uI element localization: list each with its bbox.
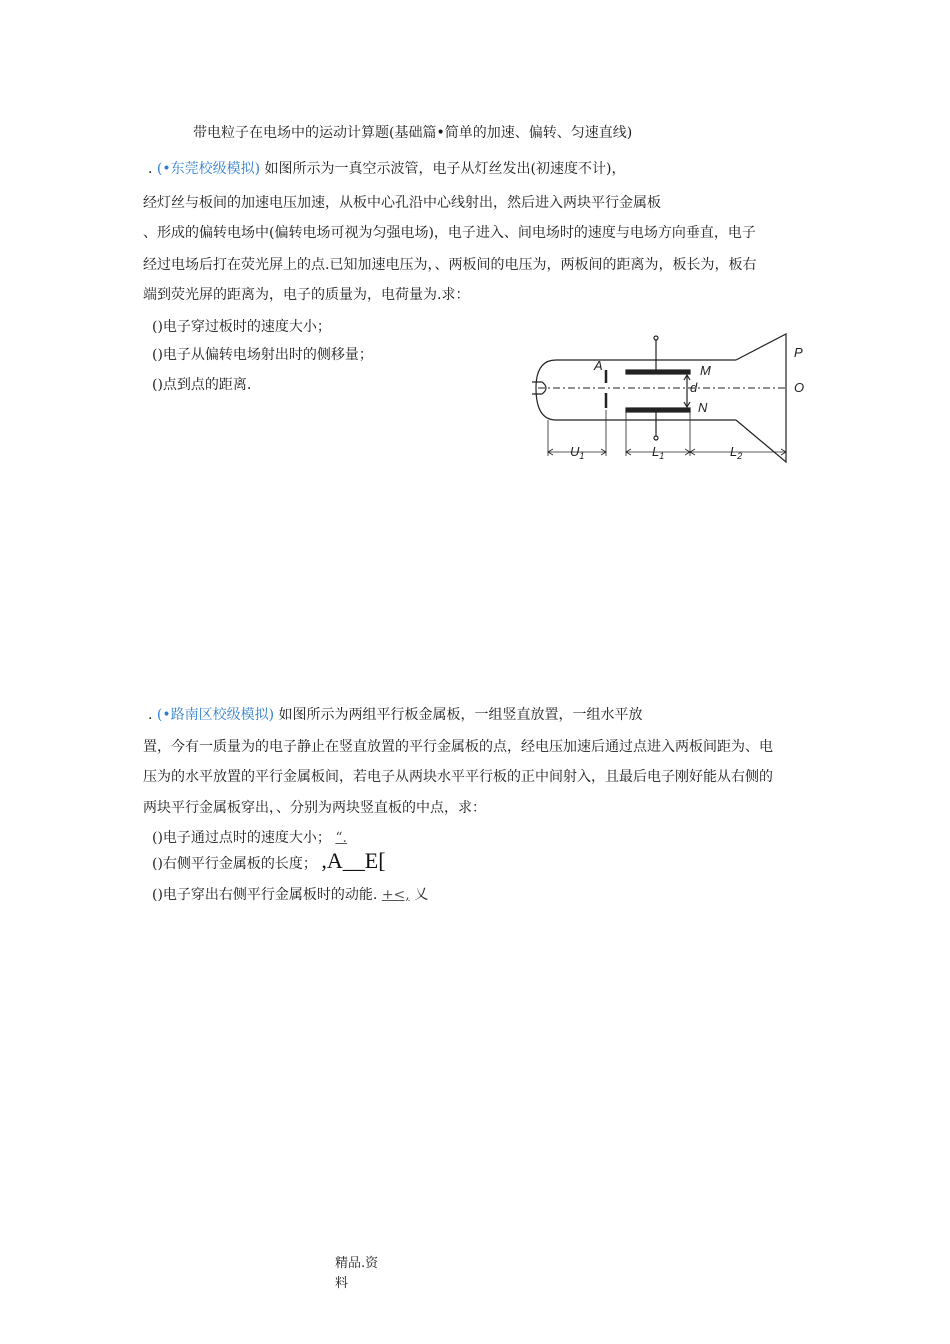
- q2-sub2: [152, 848, 386, 873]
- q1-line4: 经过电场后打在荧光屏上的点.已知加速电压为，、两板间的电压为，两板间的距离为，板长为，板右: [143, 257, 757, 273]
- q1-sub1: ()电子穿过板时的速度大小；: [152, 319, 331, 335]
- q2-prefix: .: [148, 707, 153, 723]
- label-a: A: [594, 358, 603, 373]
- plate-n-terminal: [654, 436, 658, 440]
- q2-sub3-text: ()电子穿出右侧平行金属板时的动能.: [152, 887, 378, 903]
- label-p: P: [794, 345, 803, 360]
- q2-sub2-mark: ,A__E[: [321, 848, 386, 873]
- plate-n: [626, 408, 690, 412]
- q1-line1: [148, 160, 625, 178]
- q2-sub1: [152, 829, 347, 847]
- label-d: d: [690, 380, 698, 395]
- footer-line2: 料: [335, 1276, 349, 1291]
- q2-sub3: [152, 886, 428, 904]
- q2-line4: 两块平行金属板穿出，、分别为两块竖直板的中点，求：: [143, 800, 486, 816]
- q1-prefix: .: [148, 161, 153, 177]
- q2-sub2-text: ()右侧平行金属板的长度；: [152, 856, 317, 872]
- q1-sub2: ()电子从偏转电场射出时的侧移量；: [152, 347, 373, 363]
- q2-line3: 压为的水平放置的平行金属板间，若电子从两块水平平行板的正中间射入，且最后电子刚好能从右侧的: [143, 769, 773, 785]
- tube-flare: [736, 334, 786, 462]
- q1-line3: 、形成的偏转电场中(偏转电场可视为匀强电场)，电子进入、间电场时的速度与电场方向垂直，电子: [143, 225, 756, 241]
- label-u1: $U_1$: [570, 444, 585, 461]
- plate-m: [626, 370, 690, 374]
- q2-line2: 置，今有一质量为的电子静止在竖直放置的平行金属板的点，经电压加速后通过点进入两板间距为、电: [143, 739, 773, 755]
- q2-sub1-text: ()电子通过点时的速度大小；: [152, 830, 331, 846]
- label-n: N: [698, 400, 708, 415]
- q2-source: (•路南区校级模拟): [156, 707, 275, 723]
- q2-sub3-mark: +<,: [381, 887, 410, 903]
- footer-line1: 精品.资: [335, 1256, 379, 1271]
- oscilloscope-tube-diagram: [518, 330, 818, 470]
- label-o: O: [794, 380, 805, 395]
- q1-line5: 端到荧光屏的距离为，电子的质量为，电荷量为.求：: [143, 287, 470, 303]
- page-footer: [335, 1254, 378, 1294]
- plate-m-terminal: [654, 336, 658, 340]
- q2-sub1-mark: “.: [335, 830, 347, 846]
- q1-text1: 如图所示为一真空示波管，电子从灯丝发出(初速度不计)，: [264, 161, 626, 177]
- q2-text1: 如图所示为两组平行板金属板，一组竖直放置，一组水平放: [278, 707, 643, 723]
- label-l2: $L_2$: [730, 444, 743, 461]
- q2-line1: [148, 706, 643, 724]
- label-m: M: [700, 363, 711, 378]
- q1-source: (•东莞校级模拟): [156, 161, 261, 177]
- q2-sub3-mark2: 乂: [414, 887, 429, 903]
- q1-line2: 经灯丝与板间的加速电压加速，从板中心孔沿中心线射出，然后进入两块平行金属板: [143, 195, 661, 211]
- page-title: 带电粒子在电场中的运动计算题(基础篇•简单的加速、偏转、匀速直线): [193, 125, 633, 141]
- q1-sub3: ()点到点的距离.: [152, 377, 252, 393]
- label-l1: $L_1$: [652, 444, 665, 461]
- tube-outline: [536, 360, 578, 420]
